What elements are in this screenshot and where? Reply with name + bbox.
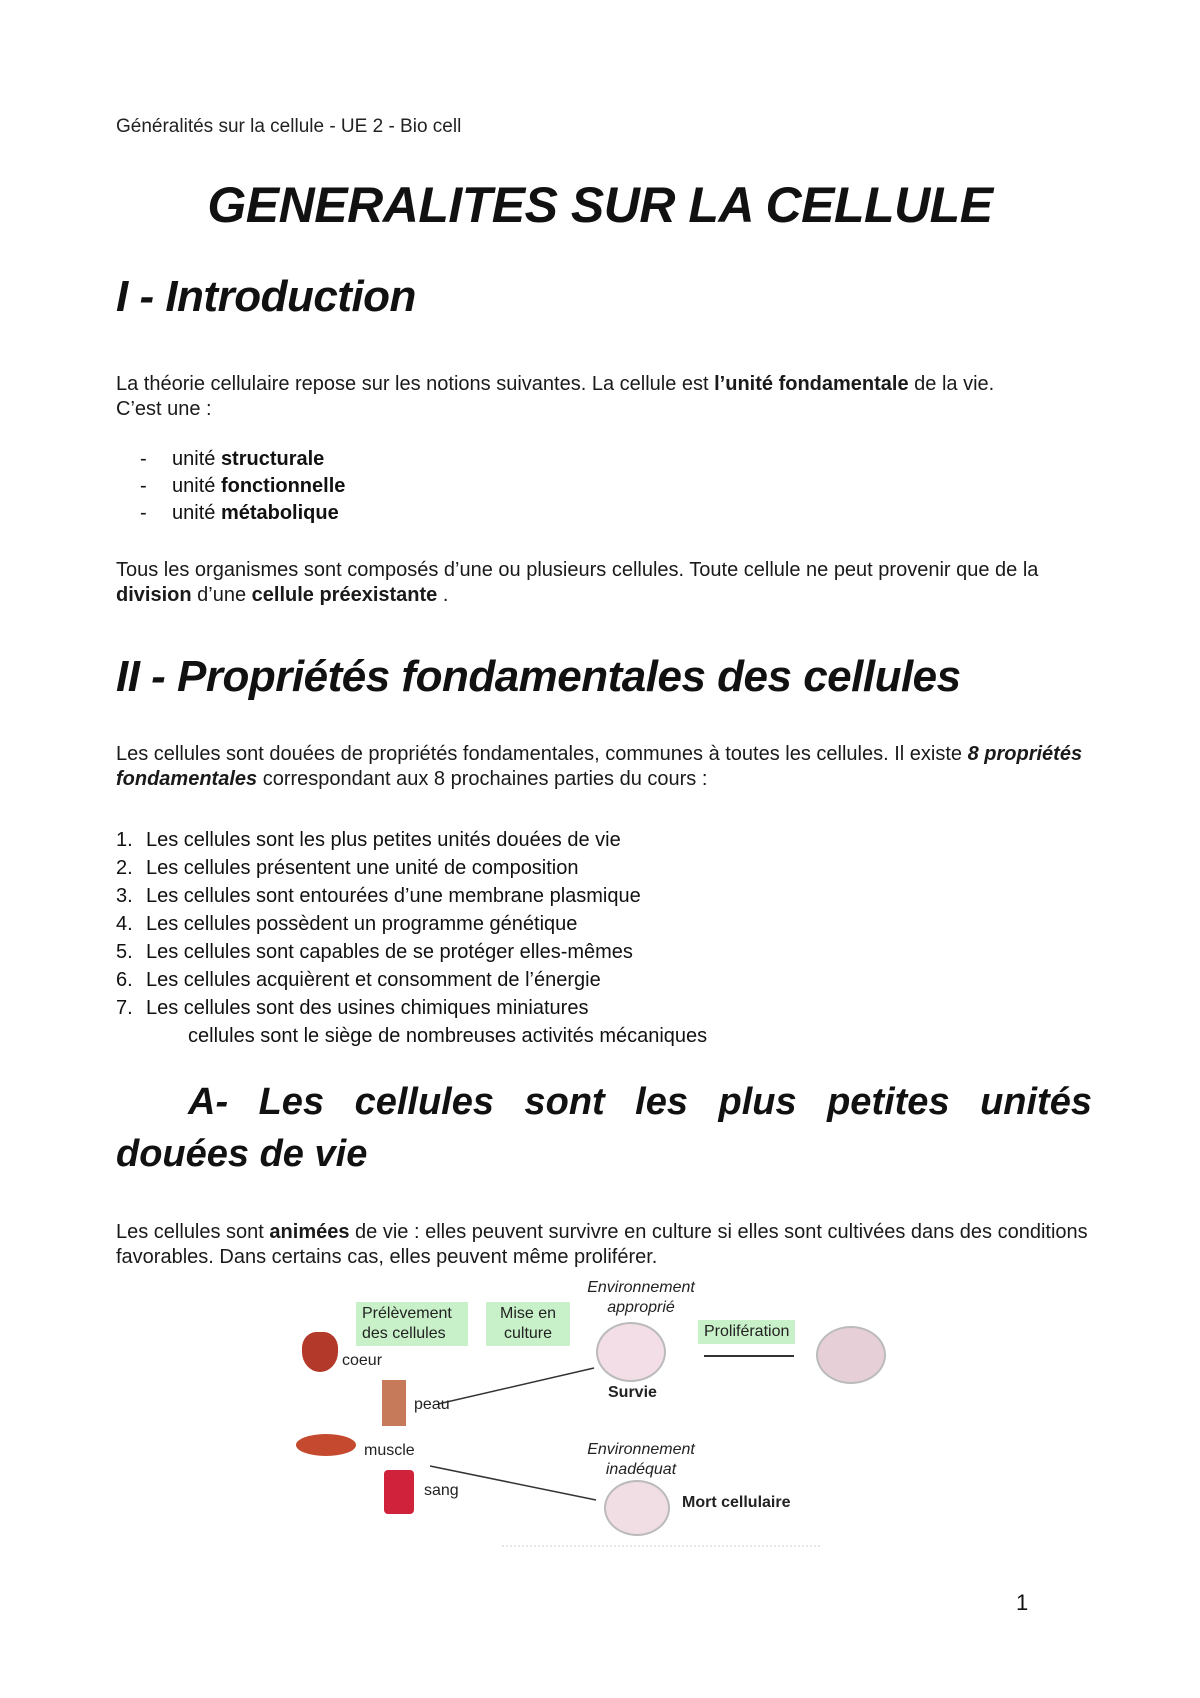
text-run: unité: [172, 502, 216, 524]
bold-term: structurale: [220, 448, 325, 470]
culture-paragraph: [116, 1220, 1096, 1270]
bold-term: l’unité fondamentale: [714, 373, 909, 395]
text-run: unité: [172, 475, 216, 497]
properties-paragraph: [116, 742, 1096, 792]
heading-word: A-: [188, 1081, 229, 1123]
list-item: [140, 473, 345, 500]
list-number: 3.: [116, 885, 133, 907]
running-header: Généralités sur la cellule - UE 2 - Bio cell: [116, 116, 462, 137]
harvest-box: Prélèvement des cellules: [356, 1302, 468, 1346]
organisms-paragraph: [116, 558, 1096, 608]
unit-list: [140, 446, 345, 527]
document-title: GENERALITES SUR LA CELLULE: [207, 177, 993, 233]
skin-icon: [382, 1380, 406, 1426]
organ-label-coeur: coeur: [342, 1352, 383, 1369]
heading-word: cellules: [354, 1081, 494, 1123]
text-run: Les cellules sont douées de propriétés fondamentales, communes à toutes les cellules. Il existe: [116, 743, 968, 765]
connector-line: [438, 1368, 594, 1404]
organ-label-muscle: muscle: [364, 1442, 415, 1459]
list-item: [116, 938, 707, 966]
text-run: Les cellules sont: [116, 1221, 270, 1243]
env-appropriate-label: Environnement approprié: [587, 1279, 695, 1316]
bold-term: 8 propriétés fondamentales: [116, 743, 1083, 790]
proliferation-box: Prolifération: [698, 1320, 795, 1344]
bold-term: division: [116, 584, 192, 606]
list-item: [116, 1022, 707, 1050]
list-item: [116, 854, 707, 882]
list-number: 4.: [116, 913, 133, 935]
list-text: Les cellules sont des usines chimiques miniatures: [146, 997, 589, 1019]
list-text: Les cellules acquièrent et consomment de l’énergie: [146, 969, 601, 991]
figure-lines: [290, 1270, 850, 1550]
culture-box: Mise en culture: [486, 1302, 570, 1346]
text-run: La théorie cellulaire repose sur les notions suivantes. La cellule est: [116, 373, 715, 395]
blood-bag-icon: [384, 1470, 414, 1514]
list-dash: -: [140, 475, 147, 497]
list-item: [116, 994, 707, 1022]
organ-label-sang: sang: [424, 1482, 459, 1499]
list-text: Les cellules présentent une unité de composition: [146, 857, 579, 879]
list-text: Les cellules sont capables de se protéger elles-mêmes: [146, 941, 633, 963]
text-run: Tous les organismes sont composés d’une ou plusieurs cellules. Toute cellule ne peut provenir que de la: [116, 559, 1039, 581]
subsection-heading-a: [116, 1076, 1092, 1180]
list-text: Les cellules possèdent un programme génétique: [146, 913, 578, 935]
env-inadequate-label: Environnement inadéquat: [587, 1441, 695, 1478]
bold-term: fonctionnelle: [220, 475, 346, 497]
list-item: [140, 446, 345, 473]
heading-word: sont: [524, 1081, 605, 1123]
list-number: 7.: [116, 997, 133, 1019]
list-item: [140, 500, 345, 527]
text-run: unité: [172, 448, 216, 470]
heading-word: petites: [827, 1081, 950, 1123]
heading-word: les: [635, 1081, 688, 1123]
list-number: 2.: [116, 857, 133, 879]
bold-term: métabolique: [220, 502, 339, 524]
list-item: [116, 826, 707, 854]
page-number: 1: [1016, 1590, 1029, 1615]
text-run: de vie : elles peuvent survivre en culture si elles sont cultivées dans des conditions favorables. Dans certains cas, elles peuvent même proliférer.: [116, 1221, 1088, 1268]
cell-culture-figure: [290, 1270, 850, 1550]
heading-word: unités: [980, 1081, 1092, 1123]
list-number: 1.: [116, 829, 133, 851]
list-number: 6.: [116, 969, 133, 991]
heart-icon: [302, 1332, 338, 1372]
heading-word: plus: [718, 1081, 797, 1123]
bold-term: cellule préexistante: [251, 584, 438, 606]
list-item: [116, 882, 707, 910]
cell-death-label: Mort cellulaire: [682, 1494, 791, 1511]
text-run: C’est une :: [116, 398, 212, 420]
list-number: 5.: [116, 941, 133, 963]
organ-label-peau: peau: [414, 1396, 450, 1413]
list-text: Les cellules sont les plus petites unités douées de vie: [146, 829, 621, 851]
bold-term: animées: [269, 1221, 350, 1243]
section-heading-introduction: I - Introduction: [116, 272, 416, 321]
text-run: d’une: [191, 584, 252, 606]
muscle-icon: [296, 1434, 356, 1456]
heading-word: Les: [258, 1081, 325, 1123]
text-run: de la vie.: [908, 373, 995, 395]
list-dash: -: [140, 502, 147, 524]
list-dash: -: [140, 448, 147, 470]
list-text: Les cellules sont entourées d’une membrane plasmique: [146, 885, 641, 907]
list-item: [116, 910, 707, 938]
list-text: cellules sont le siège de nombreuses activités mécaniques: [188, 1025, 708, 1047]
properties-list: [116, 826, 707, 1050]
intro-paragraph: [116, 372, 1096, 422]
text-run: correspondant aux 8 prochaines parties du cours :: [257, 768, 708, 790]
heading-line: douées de vie: [116, 1133, 368, 1175]
text-run: .: [437, 584, 449, 606]
section-heading-properties: II - Propriétés fondamentales des cellules: [116, 652, 961, 701]
survival-label: Survie: [608, 1384, 657, 1401]
list-item: [116, 966, 707, 994]
